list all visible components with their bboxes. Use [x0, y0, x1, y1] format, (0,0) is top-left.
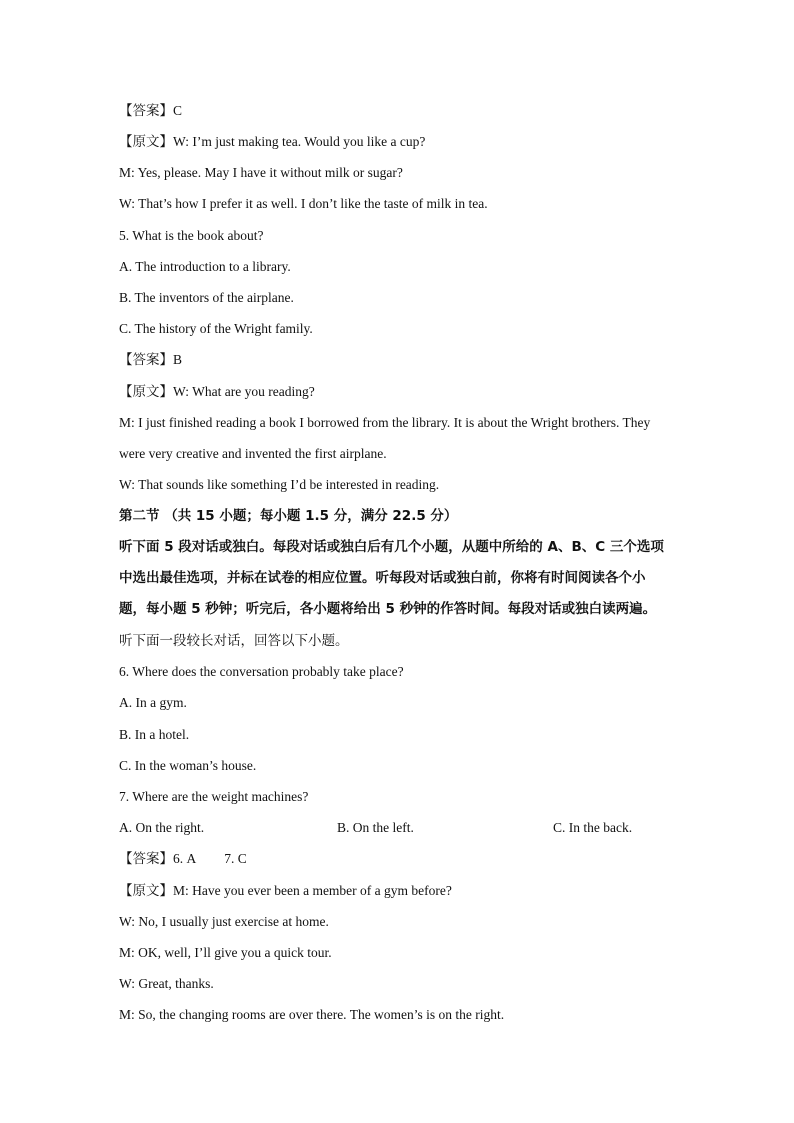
question-7-option-c: C. In the back. — [553, 820, 633, 835]
transcript-line: W: That’s how I prefer it as well. I don’t like the taste of milk in tea. — [119, 196, 488, 211]
question-5: 5. What is the book about? — [119, 228, 264, 243]
transcript-line: M: So, the changing rooms are over there. The women’s is on the right. — [119, 1007, 505, 1022]
question-6: 6. Where does the conversation probably take place? — [119, 664, 404, 679]
transcript-text: M: Have you ever been a member of a gym before? — [173, 883, 452, 898]
answer-tag: 【答案】 — [119, 103, 173, 119]
answer-line-5 — [119, 350, 679, 370]
transcript-tag: 【原文】 — [119, 384, 173, 400]
question-5-option-a: A. The introduction to a library. — [119, 259, 291, 274]
transcript-line: were very creative and invented the first airplane. — [119, 446, 387, 461]
transcript-line-5-start — [119, 382, 679, 402]
answer-value-6: 6. A — [173, 851, 197, 866]
transcript-tag: 【原文】 — [119, 883, 173, 899]
transcript-text: W: What are you reading? — [173, 384, 315, 399]
section-instructions-line: 中选出最佳选项，并标在试卷的相应位置。听每段对话或独白前，你将有时间阅读各个小 — [119, 570, 646, 586]
section-heading: 第二节 （共 15 小题；每小题 1.5 分，满分 22.5 分） — [119, 508, 458, 524]
answer-value: B — [173, 352, 183, 367]
answer-value-7: 7. C — [224, 851, 247, 866]
transcript-line-6-start — [119, 881, 679, 901]
transcript-line: M: OK, well, I’ll give you a quick tour. — [119, 945, 332, 960]
transcript-line: W: Great, thanks. — [119, 976, 214, 991]
transcript-text: W: I’m just making tea. Would you like a cup? — [173, 134, 426, 149]
answer-line-4 — [119, 101, 679, 121]
question-5-option-b: B. The inventors of the airplane. — [119, 290, 294, 305]
dialogue-intro: 听下面一段较长对话，回答以下小题。 — [119, 633, 349, 649]
question-7-option-b: B. On the left. — [337, 820, 414, 835]
answer-tag: 【答案】 — [119, 851, 173, 867]
transcript-line: W: That sounds like something I’d be interested in reading. — [119, 477, 440, 492]
question-7-option-a: A. On the right. — [119, 820, 205, 835]
transcript-line: W: No, I usually just exercise at home. — [119, 914, 329, 929]
answer-tag: 【答案】 — [119, 352, 173, 368]
section-instructions-line: 听下面 5 段对话或独白。每段对话或独白后有几个小题，从题中所给的 A、B、C 三个选项 — [119, 539, 664, 555]
transcript-line: M: Yes, please. May I have it without milk or sugar? — [119, 165, 403, 180]
question-7: 7. Where are the weight machines? — [119, 789, 309, 804]
transcript-line: M: I just finished reading a book I borrowed from the library. It is about the Wright brothers. They — [119, 415, 651, 430]
question-6-option-b: B. In a hotel. — [119, 727, 190, 742]
answer-line-6-7 — [119, 849, 679, 869]
question-6-option-a: A. In a gym. — [119, 695, 187, 710]
question-6-option-c: C. In the woman’s house. — [119, 758, 257, 773]
answer-value: C — [173, 103, 183, 118]
transcript-tag: 【原文】 — [119, 134, 173, 150]
question-5-option-c: C. The history of the Wright family. — [119, 321, 313, 336]
section-instructions-line: 题，每小题 5 秒钟；听完后，各小题将给出 5 秒钟的作答时间。每段对话或独白读两遍。 — [119, 601, 657, 617]
transcript-line-4-start — [119, 132, 679, 152]
